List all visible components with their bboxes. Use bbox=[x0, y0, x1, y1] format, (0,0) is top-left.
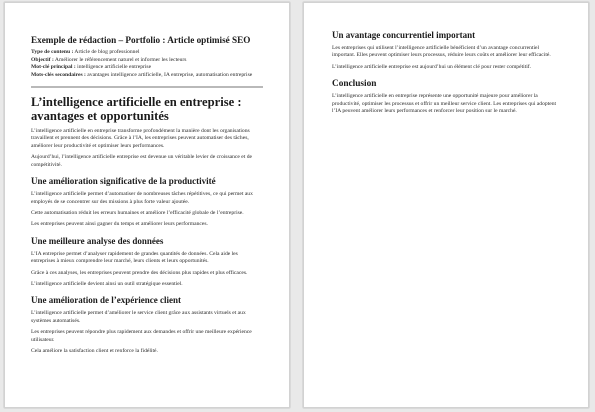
section-paragraph: Les entreprises peuvent ainsi gagner du temps et améliorer leurs performances. bbox=[31, 221, 208, 228]
document-page-1 bbox=[4, 2, 290, 408]
section-paragraph: Cette automatisation réduit les erreurs humaines et améliore l’efficacité globale de l’entreprise. bbox=[31, 209, 244, 216]
meta-value: Améliorer le référencement naturel et informer les lecteurs bbox=[53, 56, 187, 63]
meta-value: Article de blog professionnel bbox=[73, 49, 140, 56]
intro-paragraph: L’intelligence artificielle en entreprise transforme profondément la manière dont les organisations travaillent et prennent des décisions. Grâce à l’IA, les entreprises peuvent automatiser des tâches, améliorer leur productivité et optimiser leurs performances. bbox=[31, 127, 250, 149]
section-paragraph: L’intelligence artificielle entreprise est aujourd’hui un élément clé pour rester compétitif. bbox=[332, 63, 532, 70]
meta-label: Objectif : bbox=[31, 56, 54, 63]
document-page-2 bbox=[303, 2, 589, 408]
meta-line-type bbox=[31, 49, 263, 57]
horizontal-divider bbox=[31, 86, 263, 88]
section-paragraph: L’intelligence artificielle devient ainsi un outil stratégique essentiel. bbox=[31, 281, 183, 288]
meta-label: Type de contenu : bbox=[31, 49, 74, 56]
section-paragraph: L’intelligence artificielle en entreprise représente une opportunité majeure pour améliorer la productivité, optimiser les processus et offrir un meilleur service client. Les entreprises qui adoptent l’IA peuvent améliorer leurs performances et renforcer leur position sur le marché. bbox=[332, 93, 557, 115]
section-heading-data-analysis: Une meilleure analyse des données bbox=[31, 235, 164, 246]
meta-line-main-keyword bbox=[31, 64, 263, 72]
article-title: L’intelligence artificielle en entreprise : avantages et opportunités bbox=[31, 95, 242, 124]
section-heading-customer-experience: Une amélioration de l’expérience client bbox=[31, 295, 181, 306]
section-paragraph: Cela améliore la satisfaction client et renforce la fidélité. bbox=[31, 348, 158, 355]
meta-label: Mots-clés secondaires : bbox=[31, 71, 86, 78]
meta-label: Mot-clé principal : bbox=[31, 64, 76, 71]
section-paragraph: Grâce à ces analyses, les entreprises peuvent prendre des décisions plus rapides et plus efficaces. bbox=[31, 269, 248, 276]
meta-value: intelligence artificielle entreprise bbox=[75, 64, 152, 71]
section-paragraph: L’intelligence artificielle permet d’améliorer le service client grâce aux assistants virtuels et aux systèmes automatisés. bbox=[31, 310, 246, 324]
section-paragraph: L’intelligence artificielle permet d’automatiser de nombreuses tâches répétitives, ce qui permet aux employés de se concentrer sur des missions à plus forte valeur ajoutée. bbox=[31, 191, 253, 205]
intro-paragraph: Aujourd’hui, l’intelligence artificielle entreprise est devenue un véritable levier de croissance et de compétitivité. bbox=[31, 154, 253, 168]
section-heading-conclusion: Conclusion bbox=[332, 79, 377, 90]
section-paragraph: Les entreprises qui utilisent l’intelligence artificielle bénéficient d’un avantage concurrentiel important. Elles peuvent optimiser leurs processus, réduire leurs coûts et améliorer leur efficacité. bbox=[332, 44, 551, 59]
section-heading-productivity: Une amélioration significative de la productivité bbox=[31, 176, 216, 187]
meta-line-secondary-keywords bbox=[31, 72, 263, 80]
section-paragraph: Les entreprises peuvent répondre plus rapidement aux demandes et offrir une meilleure expérience utilisateur. bbox=[31, 329, 252, 343]
metadata-block bbox=[31, 49, 263, 79]
section-paragraph: L’IA entreprise permet d’analyser rapidement de grandes quantités de données. Cela aide les entreprises à mieux comprendre leur marché, leurs clients et leurs opportunités. bbox=[31, 250, 238, 265]
meta-value: avantages intelligence artificielle, IA entreprise, automatisation entreprise bbox=[85, 71, 253, 78]
portfolio-header-title: Exemple de rédaction – Portfolio : Article optimisé SEO bbox=[31, 35, 251, 45]
section-heading-competitive-advantage: Un avantage concurrentiel important bbox=[332, 30, 476, 40]
